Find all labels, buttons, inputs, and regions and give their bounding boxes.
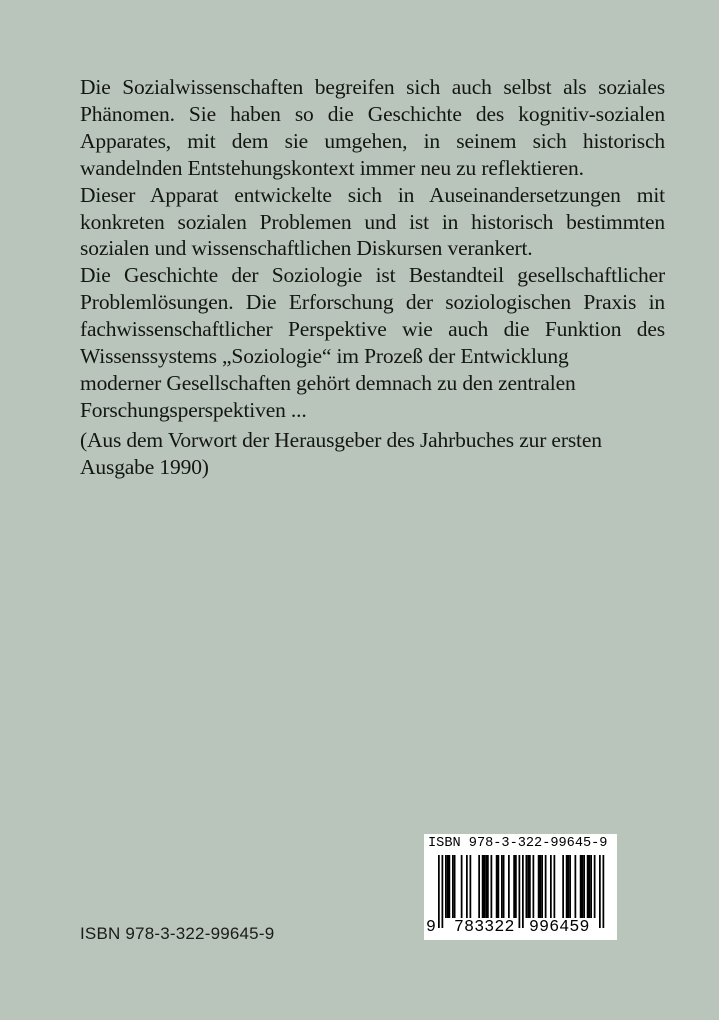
barcode-bar: [508, 855, 510, 918]
preface-citation: [80, 427, 665, 481]
barcode-bar: [568, 855, 570, 918]
barcode-left-digits: 783322: [454, 917, 515, 936]
blurb-paragraph: [80, 74, 665, 424]
barcode-first-digit: 9: [426, 917, 436, 936]
barcode-isbn-label: ISBN 978-3-322-99645-9: [428, 836, 608, 851]
barcode-bar: [482, 855, 484, 918]
barcode-bar: [540, 855, 542, 918]
barcode-bar: [470, 855, 472, 918]
barcode-bar: [461, 855, 463, 918]
barcode-bar: [466, 855, 468, 918]
barcode-bar: [498, 855, 500, 918]
barcode-bar: [527, 855, 529, 918]
barcode-guard-bar: [438, 855, 440, 928]
barcode-bar: [590, 855, 592, 918]
barcode-bar: [545, 855, 547, 918]
barcode-bar: [575, 855, 577, 918]
barcode-bar: [513, 855, 515, 918]
barcode-bar: [589, 855, 591, 918]
blurb-line: Problemlösungen. Die Erforschung der soziologischen Praxis in: [80, 290, 665, 315]
blurb-line: moderner Gesellschaften gehört demnach zu den zentralen: [80, 370, 576, 395]
barcode-guard-bar: [599, 855, 601, 928]
barcode-guard-bar: [442, 855, 444, 928]
barcode-bar: [485, 855, 487, 918]
barcode-guard-bar: [522, 855, 524, 928]
blurb-line: Apparates, mit dem sie umgehen, in seinem sich historisch: [80, 128, 665, 153]
barcode-bar: [580, 855, 582, 918]
barcode-guard-bar: [519, 855, 521, 928]
isbn-barcode: [424, 834, 617, 940]
barcode-bar: [582, 855, 584, 918]
barcode-bar: [533, 855, 535, 918]
barcode-bar: [449, 855, 451, 918]
blurb-line: fachwissenschaftlicher Perspektive wie auch die Funktion des: [80, 317, 665, 342]
barcode-bar: [496, 855, 498, 918]
barcode-bar: [594, 855, 596, 918]
barcode-bar: [491, 855, 493, 918]
barcode-bar: [452, 855, 454, 918]
barcode-bar: [562, 855, 564, 918]
barcode-bar: [569, 855, 571, 918]
citation-line: (Aus dem Vorwort der Herausgeber des Jahrbuches zur ersten: [80, 428, 602, 452]
barcode-bar: [529, 855, 531, 918]
barcode-bar: [447, 855, 449, 918]
barcode-bar: [550, 855, 552, 918]
blurb-line: Forschungsperspektiven ...: [80, 397, 307, 422]
barcode-bar: [515, 855, 517, 918]
barcode-bar: [445, 855, 447, 918]
blurb-line: sozialen und wissenschaftlichen Diskursen verankert.: [80, 236, 533, 261]
blurb-line: Phänomen. Sie haben so die Geschichte des kognitiv-sozialen: [80, 101, 665, 126]
barcode-bar: [566, 855, 568, 918]
barcode-bar: [538, 855, 540, 918]
barcode-bar: [478, 855, 480, 918]
barcode-bar: [587, 855, 589, 918]
barcode-bar: [503, 855, 505, 918]
blurb-line: wandelnden Entstehungskontext immer neu zu reflektieren.: [80, 155, 584, 180]
blurb-line: Die Geschichte der Soziologie ist Bestandteil gesellschaftlicher: [80, 263, 665, 288]
barcode-bar: [484, 855, 486, 918]
barcode-right-digits: 996459: [529, 917, 590, 936]
blurb-line: Wissenssystems „Soziologie“ im Prozeß der Entwicklung: [80, 344, 569, 369]
barcode-bar: [454, 855, 456, 918]
barcode-bar: [526, 855, 528, 918]
blurb-line: Die Sozialwissenschaften begreifen sich auch selbst als soziales: [80, 75, 665, 99]
barcode-bar: [554, 855, 556, 918]
barcode-bar: [583, 855, 585, 918]
barcode-bar: [541, 855, 543, 918]
blurb-line: konkreten sozialen Problemen und ist in historisch bestimmten: [80, 209, 665, 234]
isbn-number: ISBN 978-3-322-99645-9: [80, 924, 275, 943]
blurb-line: Dieser Apparat entwickelte sich in Auseinandersetzungen mit: [80, 182, 665, 207]
barcode-bar: [501, 855, 503, 918]
barcode-bar: [487, 855, 489, 918]
barcode-guard-bar: [603, 855, 605, 928]
citation-line: Ausgabe 1990): [80, 455, 209, 479]
